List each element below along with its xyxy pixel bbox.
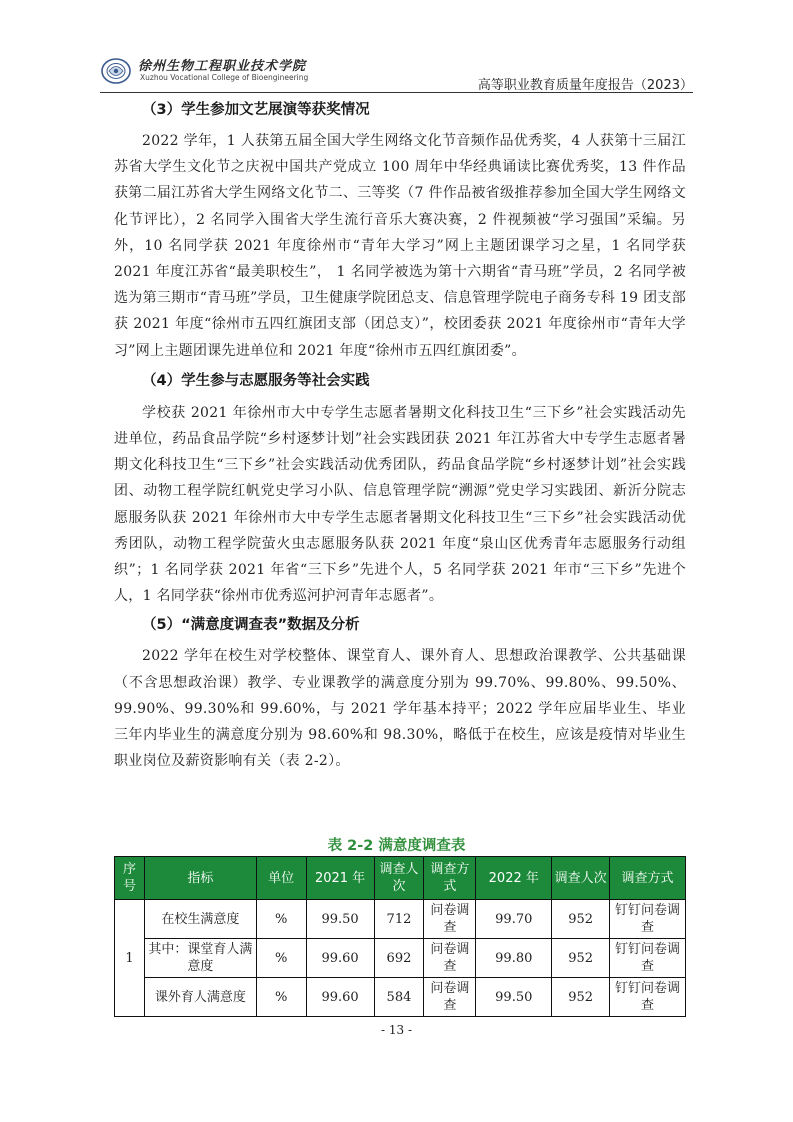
- column-header: 2021 年: [306, 857, 374, 900]
- satisfaction-table: [114, 856, 686, 1017]
- section-heading-satisfaction: （5）“满意度调查表”数据及分析: [142, 617, 360, 634]
- column-header: 调查人次: [552, 857, 610, 900]
- unit-cell: %: [256, 900, 306, 939]
- paragraph-awards: 2022 学年，1 人获第五届全国大学生网络文化节音频作品优秀奖，4 人获第十三届江苏省大学生文化节之庆祝中国共产党成立 100 周年中华经典诵读比赛优秀奖，13 件作品获第二届江苏省大学生网络文化节二、三等奖（7 件作品被省级推荐参加全国大学生网络文化节评比），2 名同学入围省大学生流行音乐大赛决赛，2 件视频被“学习强国”采编。另外，10 名同学获 2021 年度徐州市“青年大学习”网上主题团课学习之星，1 名同学获 2021 年度江苏省“最美职校生”， 1 名同学被选为第十六期省“青马班”学员，2 名同学被选为第三期市“青马班”学员，卫生健康学院团总支、信息管理学院电子商务专科 19 团支部获 2021 年度“徐州市五四红旗团支部（团总支）”，校团委获 2021 年度徐州市“青年大学习”网上主题团课先进单位和 2021 年度“徐州市五四红旗团委”。: [114, 133, 686, 359]
- table-caption: 表 2-2 满意度调查表: [327, 838, 466, 854]
- value-2022-cell: 99.70: [476, 900, 552, 939]
- unit-cell: %: [256, 978, 306, 1017]
- unit-cell: %: [256, 939, 306, 978]
- page-number: - 13 -: [380, 1023, 412, 1037]
- column-header: 序号: [115, 857, 145, 900]
- method-2021-cell: 问卷调查: [424, 939, 476, 978]
- count-2022-cell: 952: [552, 939, 610, 978]
- section-heading-volunteer: （4）学生参与志愿服务等社会实践: [142, 372, 370, 389]
- main-content: [114, 96, 686, 774]
- header-divider: [100, 92, 693, 93]
- indicator-cell: 其中：课堂育人满意度: [144, 939, 256, 978]
- paragraph-volunteer: 学校获 2021 年徐州市大中专学生志愿者暑期文化科技卫生“三下乡”社会实践活动先进单位，药品食品学院“乡村逐梦计划”社会实践团获 2021 年江苏省大中专学生志愿者暑期文化科技卫生“三下乡”社会实践活动优秀团队，药品食品学院“乡村逐梦计划”社会实践团、动物工程学院红帆党史学习小队、信息管理学院“溯源”党史学习实践团、新沂分院志愿服务队获 2021 年徐州市大中专学生志愿者暑期文化科技卫生“三下乡”社会实践活动优秀团队，动物工程学院萤火虫志愿服务队获 2021 年度“泉山区优秀青年志愿服务行动组织”；1 名同学获 2021 年省“三下乡”先进个人，5 名同学获 2021 年市“三下乡”先进个人，1 名同学获“徐州市优秀巡河护河青年志愿者”。: [114, 404, 686, 605]
- count-2021-cell: 712: [374, 900, 424, 939]
- page-header: [100, 50, 693, 94]
- row-index-cell: 1: [115, 900, 145, 1017]
- count-2022-cell: 952: [552, 978, 610, 1017]
- table-row: [115, 939, 686, 978]
- paragraph-satisfaction: 2022 学年在校生对学校整体、课堂育人、课外育人、思想政治课教学、公共基础课（不含思想政治课）教学、专业课教学的满意度分别为 99.70%、99.80%、99.50%、99.90%、99.30%和 99.60%，与 2021 学年基本持平；2022 学年应届毕业生、毕业三年内毕业生的满意度分别为 98.60%和 98.30%，略低于在校生，应该是疫情对毕业生职业岗位及薪资影响有关（表 2-2）。: [114, 648, 686, 770]
- school-name-en: Xuzhou Vocational College of Bioengineering: [140, 73, 309, 82]
- count-2022-cell: 952: [552, 900, 610, 939]
- value-2021-cell: 99.50: [306, 900, 374, 939]
- value-2022-cell: 99.50: [476, 978, 552, 1017]
- school-name-cn: 徐州生物工程职业技术学院: [138, 59, 307, 74]
- count-2021-cell: 692: [374, 939, 424, 978]
- table-header-row: [115, 857, 686, 900]
- report-title: 高等职业教育质量年度报告（2023）: [477, 78, 693, 93]
- indicator-cell: 课外育人满意度: [144, 978, 256, 1017]
- column-header: 调查方式: [610, 857, 686, 900]
- section-heading-awards: （3）学生参加文艺展演等获奖情况: [142, 102, 370, 118]
- value-2022-cell: 99.80: [476, 939, 552, 978]
- value-2021-cell: 99.60: [306, 978, 374, 1017]
- method-2021-cell: 问卷调查: [424, 978, 476, 1017]
- value-2021-cell: 99.60: [306, 939, 374, 978]
- method-2022-cell: 钉钉问卷调查: [610, 939, 686, 978]
- table-row: [115, 978, 686, 1017]
- indicator-cell: 在校生满意度: [144, 900, 256, 939]
- column-header: 调查方式: [424, 857, 476, 900]
- column-header: 指标: [144, 857, 256, 900]
- table-row: [115, 900, 686, 939]
- method-2021-cell: 问卷调查: [424, 900, 476, 939]
- column-header: 单位: [256, 857, 306, 900]
- count-2021-cell: 584: [374, 978, 424, 1017]
- method-2022-cell: 钉钉问卷调查: [610, 900, 686, 939]
- column-header: 调查人次: [374, 857, 424, 900]
- method-2022-cell: 钉钉问卷调查: [610, 978, 686, 1017]
- college-logo-icon: [100, 56, 132, 86]
- column-header: 2022 年: [476, 857, 552, 900]
